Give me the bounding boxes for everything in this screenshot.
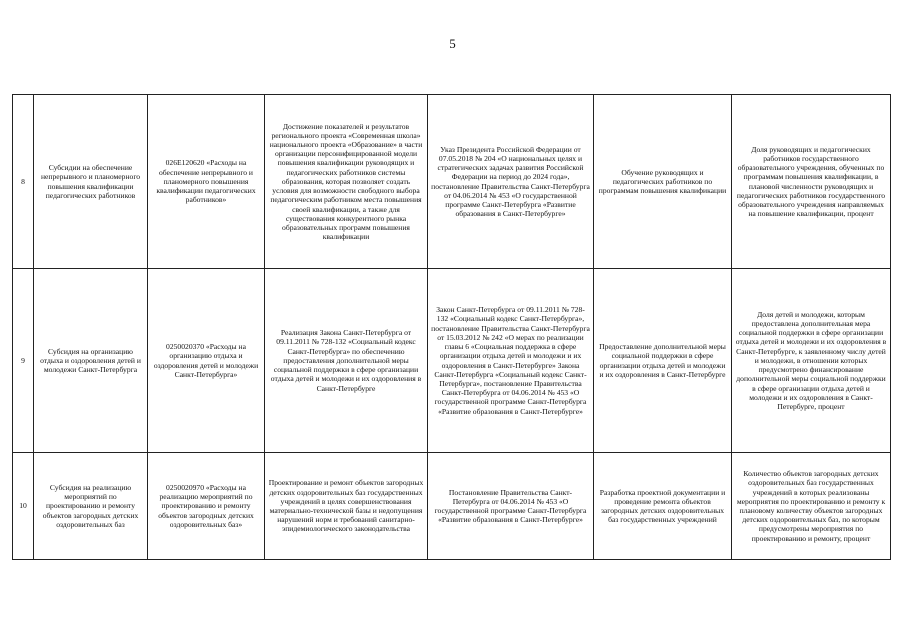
legal-basis: Постановление Правительства Санкт-Петербурга от 04.06.2014 № 453 «О государственной программе Санкт-Петербурга «Развитие образования в Санкт-Петербурге» (428, 453, 594, 560)
legal-basis: Закон Санкт-Петербурга от 09.11.2011 № 728-132 «Социальный кодекс Санкт-Петербурга», постановление Правительства Санкт-Петербурга от 15.03.2012 № 242 «О мерах по реализации главы 6 «Социальная поддержка в сфере организации отдыха детей и молодежи и их оздоровления в Санкт-Петербурге» Закона Санкт-Петербурга «Социальный кодекс Санкт-Петербурга», постановление Правительства Санкт-Петербурга от 04.06.2014 № 453 «О государственной программе Санкт-Петербурга «Развитие образования в Санкт-Петербурге» (428, 269, 594, 453)
row-number: 8 (13, 95, 34, 269)
expected-result: Разработка проектной документации и проведение ремонта объектов загородных детских оздоровительных баз государственных учреждений (594, 453, 732, 560)
performance-indicator: Количество объектов загородных детских оздоровительных баз государственных учреждений в которых реализованы мероприятия по проектированию и ремонту к плановому количеству объектов загородных детских оздоровительных баз, по которым предусмотрены мероприятия по проектированию и ремонту, процент (732, 453, 891, 560)
performance-indicator: Доля детей и молодежи, которым предоставлена дополнительная мера социальной поддержки в сфере организации отдыха детей и молодежи и их оздоровления в Санкт-Петербурге, к заявленному числу детей и молодежи, в отношении которых предусмотрено финансирование дополнительной меры социальной поддержки в сфере организации отдыха детей и молодежи и их оздоровления в Санкт-Петербурге, процент (732, 269, 891, 453)
subsidy-goal: Проектирование и ремонт объектов загородных детских оздоровительных баз государственных учреждений в целях совершенствования материально-технической базы и недопущения нарушений норм и требований санитарно-эпидемиологического законодательства (265, 453, 428, 560)
row-number: 9 (13, 269, 34, 453)
page-number: 5 (449, 36, 456, 51)
subsidy-goal: Реализация Закона Санкт-Петербурга от 09.11.2011 № 728-132 «Социальный кодекс Санкт-Петербурга» по обеспечению предоставления дополнительной меры социальной поддержки в сфере организации отдыха детей и молодежи и их оздоровления в Санкт-Петербурге (265, 269, 428, 453)
subsidy-name: Субсидия на реализацию мероприятий по проектированию и ремонту объектов загородных детских оздоровительных баз (34, 453, 148, 560)
budget-code: 0250020970 «Расходы на реализацию мероприятий по проектированию и ремонту объектов загородных детских оздоровительных баз» (148, 453, 265, 560)
budget-code: 026E120620 «Расходы на обеспечение непрерывного и планомерного повышения квалификации педагогических работников» (148, 95, 265, 269)
subsidy-goal: Достижение показателей и результатов регионального проекта «Современная школа» национального проекта «Образование» в части организации персонифицированной модели повышения квалификации руководящих и педагогических работников системы образования, которая позволяет создать условия для возможности свободного выбора педагогическим работником места повышения своей квалификации, а также для существования конкурентного рынка образовательных программ повышения квалификации (265, 95, 428, 269)
legal-basis: Указ Президента Российской Федерации от 07.05.2018 № 204 «О национальных целях и стратегических задачах развития Российской Федерации на период до 2024 года», постановление Правительства Санкт-Петербурга от 04.06.2014 № 453 «О государственной программе Санкт-Петербурга «Развитие образования в Санкт-Петербурге» (428, 95, 594, 269)
table-row (13, 269, 891, 453)
expected-result: Предоставление дополнительной меры социальной поддержки в сфере организации отдыха детей и молодежи и их оздоровления в Санкт-Петербурге (594, 269, 732, 453)
budget-code: 0250020370 «Расходы на организацию отдыха и оздоровления детей и молодежи Санкт-Петербурга» (148, 269, 265, 453)
expected-result: Обучение руководящих и педагогических работников по программам повышения квалификации (594, 95, 732, 269)
performance-indicator: Доля руководящих и педагогических работников государственного образовательного учреждения, обученных по программам повышения квалификации, в плановой численности руководящих и педагогических работников государственного образовательного учреждения направляемых на повышение квалификации, процент (732, 95, 891, 269)
subsidies-table (12, 94, 891, 560)
table-row (13, 95, 891, 269)
row-number: 10 (13, 453, 34, 560)
table-row (13, 453, 891, 560)
subsidy-name: Субсидия на организацию отдыха и оздоровления детей и молодежи Санкт-Петербурга (34, 269, 148, 453)
subsidy-name: Субсидии на обеспечение непрерывного и планомерного повышения квалификации педагогических работников (34, 95, 148, 269)
